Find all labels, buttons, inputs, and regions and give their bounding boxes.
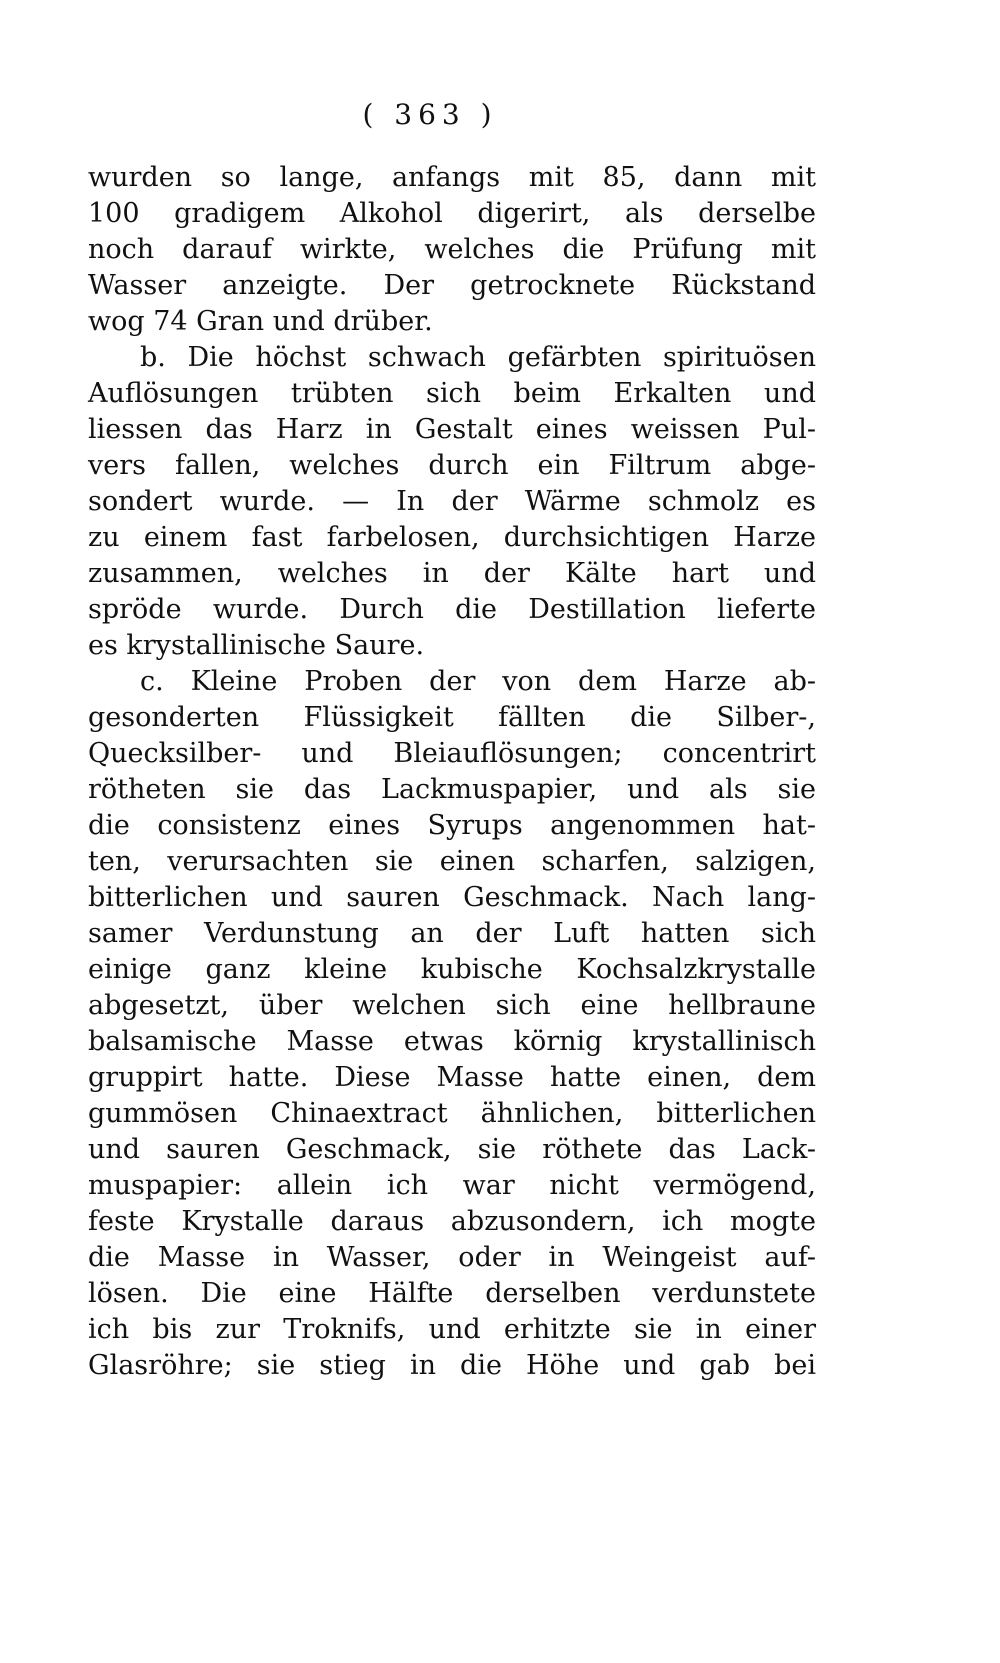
text-line: die Masse in Wasser, oder in Weingeist auf- xyxy=(88,1242,816,1273)
text-line: samer Verdunstung an der Luft hatten sich xyxy=(88,918,816,949)
text-line: ich bis zur Troknifs, und erhitzte sie in einer xyxy=(88,1314,816,1345)
text-line: bitterlichen und sauren Geschmack. Nach lang- xyxy=(88,882,816,913)
text-line: c. Kleine Proben der von dem Harze ab- xyxy=(140,666,816,697)
body-text xyxy=(88,160,816,1384)
text-line: muspapier: allein ich war nicht vermögend, xyxy=(88,1170,816,1201)
text-line: einige ganz kleine kubische Kochsalzkrystalle xyxy=(88,954,816,985)
text-line: 100 gradigem Alkohol digerirt, als derselbe xyxy=(88,198,816,229)
text-line: liessen das Harz in Gestalt eines weissen Pul- xyxy=(88,414,816,445)
text-line: die consistenz eines Syrups angenommen hat- xyxy=(88,810,816,841)
text-line: zu einem fast farbelosen, durchsichtigen Harze xyxy=(88,522,816,553)
text-line: sondert wurde. — In der Wärme schmolz es xyxy=(88,486,816,517)
text-line: balsamische Masse etwas körnig krystallinisch xyxy=(88,1026,816,1057)
page-number: ( 363 ) xyxy=(362,98,498,131)
text-line: Auflösungen trübten sich beim Erkalten und xyxy=(88,378,816,409)
text-line: Quecksilber- und Bleiauflösungen; concentrirt xyxy=(88,738,816,769)
text-line: vers fallen, welches durch ein Filtrum abge- xyxy=(88,450,816,481)
text-line: spröde wurde. Durch die Destillation lieferte xyxy=(88,594,816,625)
text-line: feste Krystalle daraus abzusondern, ich mogte xyxy=(88,1206,816,1237)
text-line: lösen. Die eine Hälfte derselben verdunstete xyxy=(88,1278,816,1309)
text-line: und sauren Geschmack, sie röthete das Lack- xyxy=(88,1134,816,1165)
text-line: gruppirt hatte. Diese Masse hatte einen, dem xyxy=(88,1062,816,1093)
text-line: wurden so lange, anfangs mit 85, dann mit xyxy=(88,162,816,193)
text-line: es krystallinische Saure. xyxy=(88,630,425,661)
text-line: noch darauf wirkte, welches die Prüfung mit xyxy=(88,234,816,265)
text-line: Wasser anzeigte. Der getrocknete Rückstand xyxy=(88,270,816,301)
text-line: wog 74 Gran und drüber. xyxy=(88,306,433,337)
text-line: Glasröhre; sie stieg in die Höhe und gab bei xyxy=(88,1350,816,1381)
text-line: b. Die höchst schwach gefärbten spirituösen xyxy=(140,342,816,373)
text-line: abgesetzt, über welchen sich eine hellbraune xyxy=(88,990,816,1021)
text-line: ten, verursachten sie einen scharfen, salzigen, xyxy=(88,846,816,877)
text-line: rötheten sie das Lackmuspapier, und als sie xyxy=(88,774,816,805)
text-line: zusammen, welches in der Kälte hart und xyxy=(88,558,816,589)
text-line: gummösen Chinaextract ähnlichen, bitterlichen xyxy=(88,1098,816,1129)
text-line: gesonderten Flüssigkeit fällten die Silber-, xyxy=(88,702,816,733)
